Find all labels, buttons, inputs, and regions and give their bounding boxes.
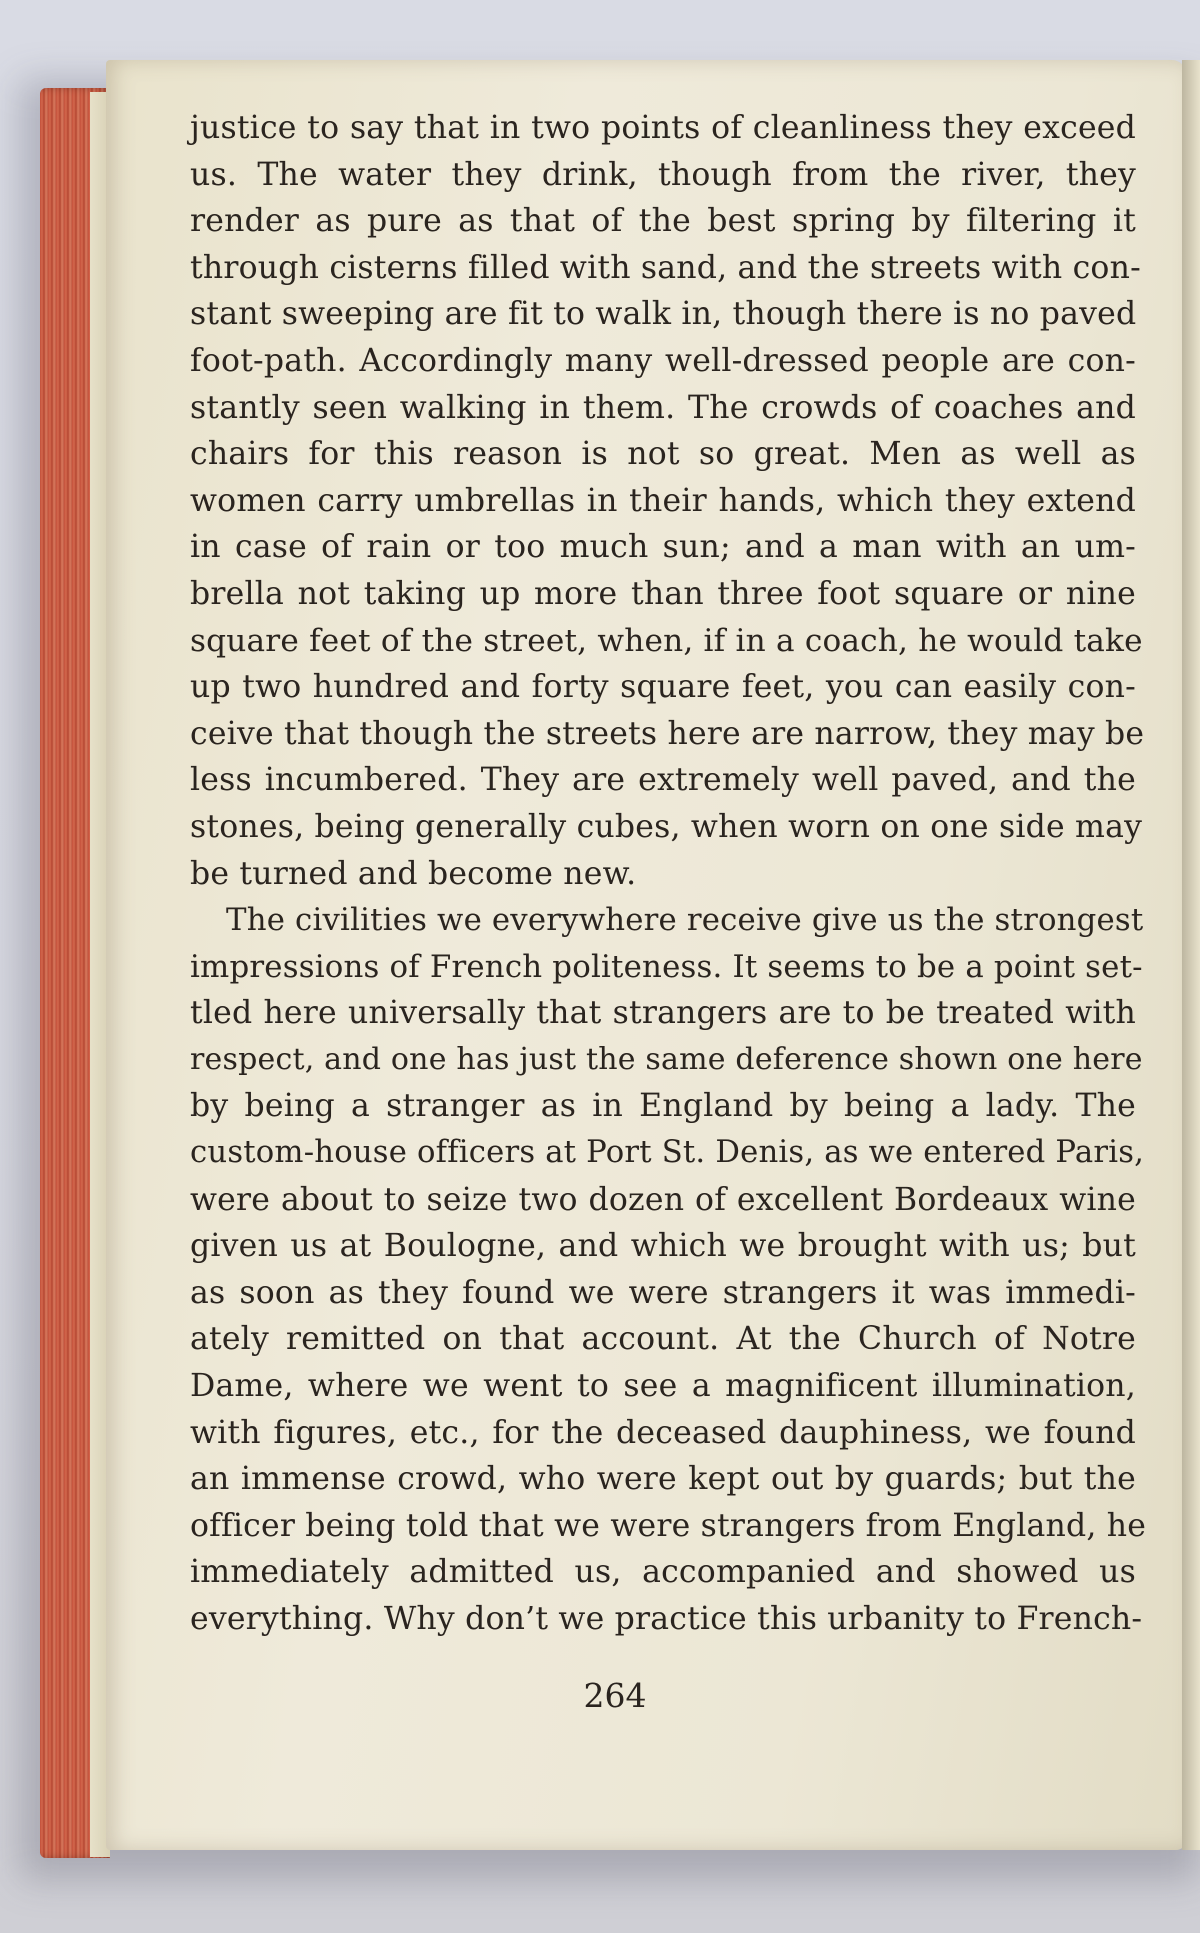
text-line: The civilities we everywhere receive give us the strongest: [226, 902, 1144, 939]
text-line: up two hundred and forty square feet, you can easily con-: [190, 669, 1136, 706]
text-line: in case of rain or too much sun; and a man with an um-: [190, 529, 1136, 566]
text-line: stantly seen walking in them. The crowds of coaches and: [190, 389, 1136, 426]
text-line: by being a stranger as in England by being a lady. The: [190, 1088, 1136, 1125]
text-line: everything. Why don’t we practice this urbanity to French-: [190, 1601, 1143, 1637]
text-line: as soon as they found we were strangers it was immedi-: [190, 1274, 1136, 1311]
text-line: ately remitted on that account. At the Church of Notre: [190, 1321, 1136, 1358]
facing-page-edge: [1182, 60, 1200, 1850]
text-line: with figures, etc., for the deceased dauphiness, we found: [190, 1414, 1136, 1451]
text-line: foot-path. Accordingly many well-dressed people are con-: [190, 342, 1136, 379]
text-line: an immense crowd, who were kept out by guards; but the: [190, 1461, 1136, 1498]
text-line: justice to say that in two points of cleanliness they exceed: [190, 110, 1136, 146]
text-line: through cisterns filled with sand, and the streets with con-: [190, 249, 1141, 286]
text-line: given us at Boulogne, and which we brought with us; but: [190, 1228, 1136, 1265]
text-line: were about to seize two dozen of excellent Bordeaux wine: [190, 1181, 1136, 1218]
text-line: custom-house officers at Port St. Denis, as we entered Paris,: [190, 1135, 1145, 1171]
page-number: 264: [583, 1676, 647, 1715]
text-line: stones, being generally cubes, when worn on one side may: [190, 808, 1143, 845]
text-line: brella not taking up more than three foot square or nine: [190, 575, 1136, 612]
text-line: ceive that though the streets here are narrow, they may be: [190, 715, 1145, 752]
text-line: immediately admitted us, accompanied and showed us: [190, 1554, 1136, 1591]
paragraph: [190, 105, 1145, 897]
text-line: chairs for this reason is not so great. Men as well as: [190, 436, 1136, 473]
text-line: us. The water they drink, though from the river, they: [190, 156, 1136, 193]
text-line: Dame, where we went to see a magnificent illumination,: [190, 1368, 1136, 1405]
page-text: [190, 105, 1147, 1643]
text-line: less incumbered. They are extremely well paved, and the: [190, 762, 1136, 799]
text-line: officer being told that we were strangers from England, he: [190, 1507, 1147, 1544]
paragraph: [190, 897, 1147, 1643]
text-line: impressions of French politeness. It seems to be a point set-: [190, 948, 1143, 985]
text-line: be turned and become new.: [190, 855, 637, 892]
text-line: tled here universally that strangers are to be treated with: [190, 995, 1136, 1032]
text-line: stant sweeping are fit to walk in, though there is no paved: [190, 296, 1137, 333]
text-line: square feet of the street, when, if in a coach, he would take: [190, 622, 1143, 659]
text-line: render as pure as that of the best spring by filtering it: [190, 203, 1136, 240]
text-line: women carry umbrellas in their hands, which they extend: [190, 482, 1136, 519]
text-line: respect, and one has just the same deference shown one here: [190, 1041, 1143, 1077]
